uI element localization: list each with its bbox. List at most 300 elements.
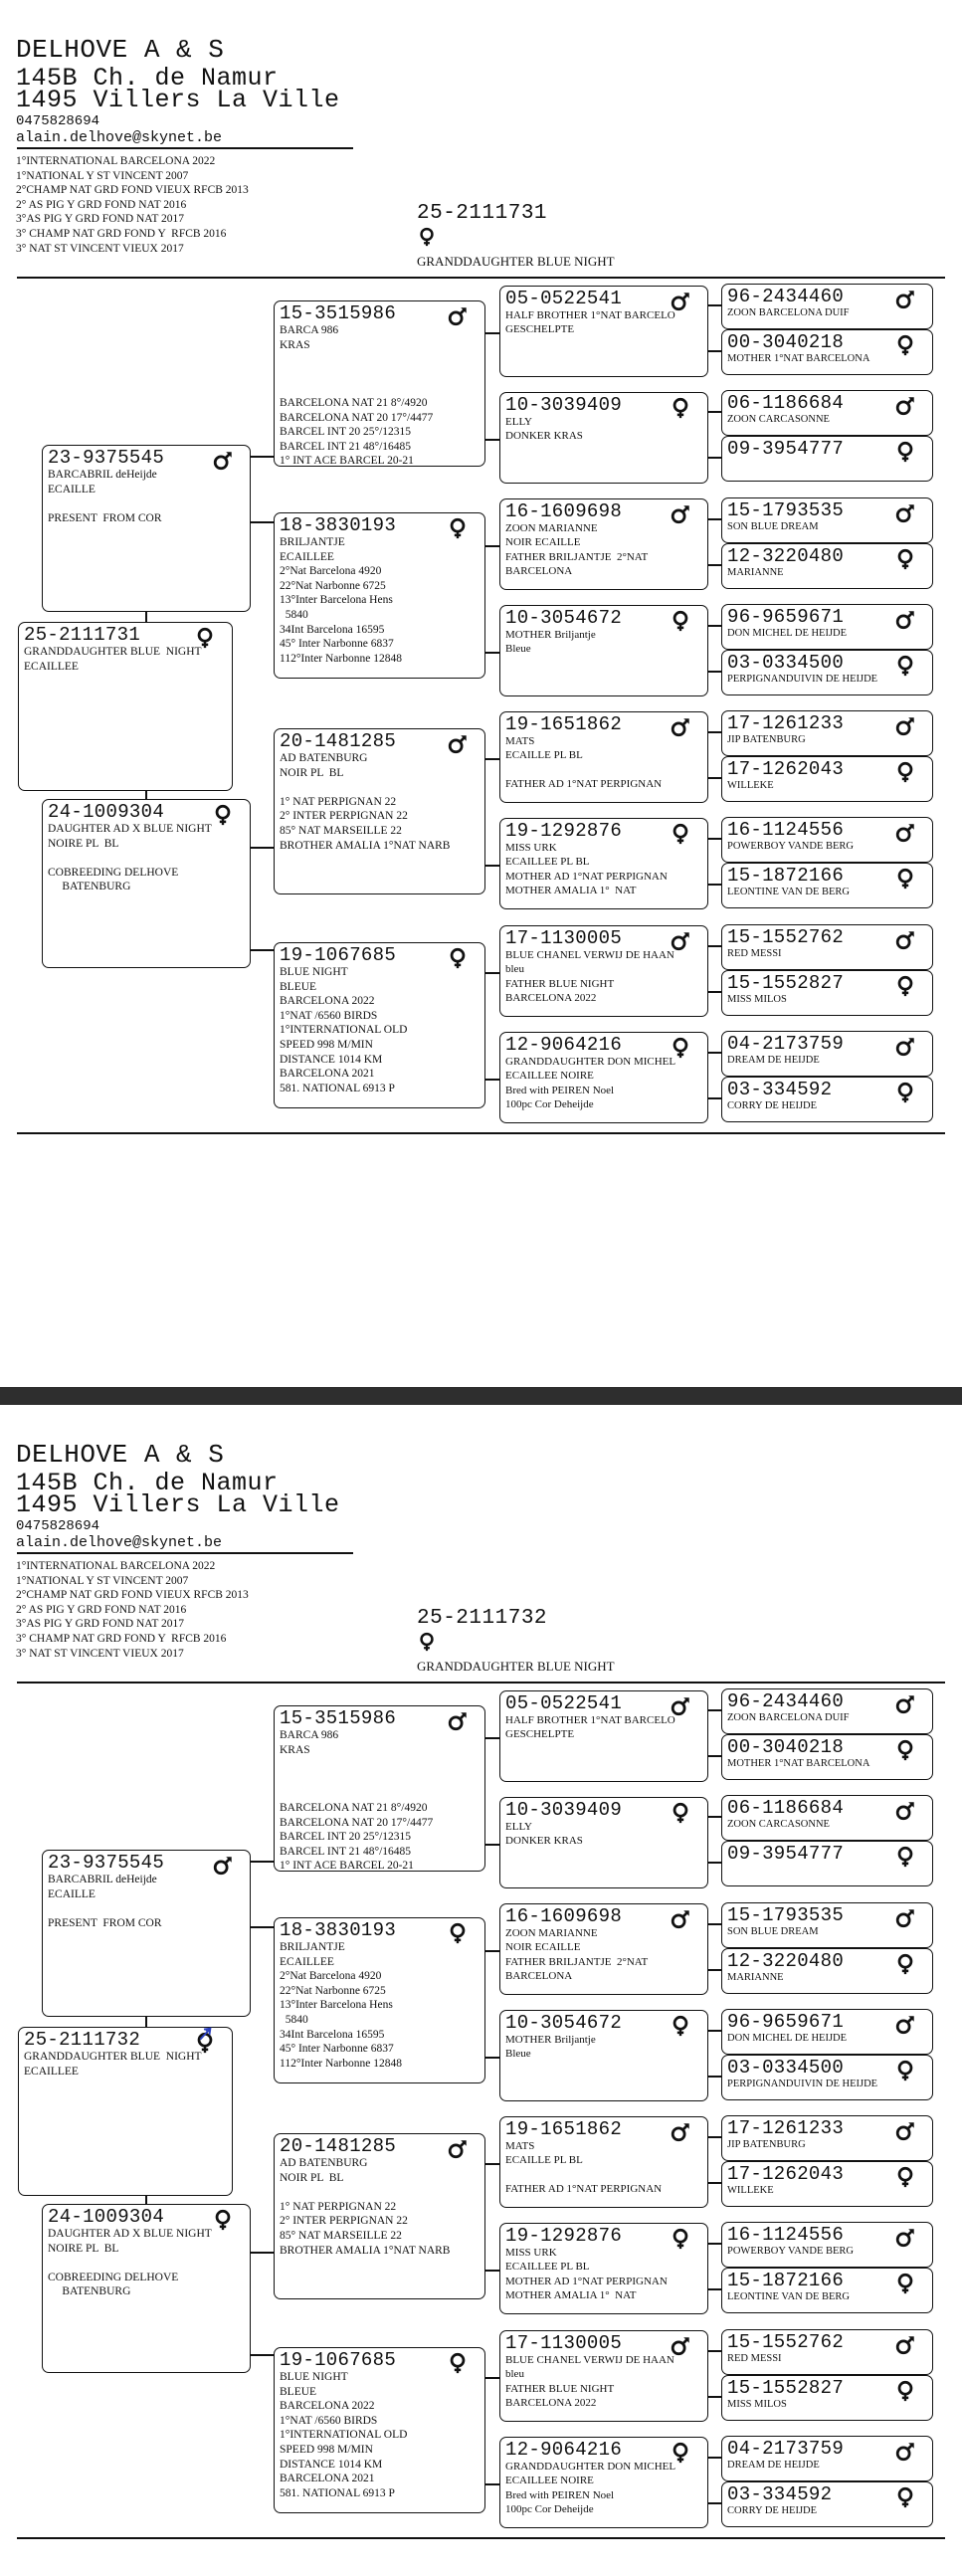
great-great-grandparent-card[interactable] xyxy=(721,1948,933,1994)
ring-number: 15-1552827 xyxy=(727,972,845,994)
bird-detail-line: MOTHER Briljantje xyxy=(505,2034,596,2046)
bird-detail-line: AD BATENBURG xyxy=(280,752,368,764)
subject-ring-number: 25-2111731 xyxy=(417,202,548,225)
connector-line xyxy=(485,1079,499,1081)
bird-detail-line: DISTANCE 1014 KM xyxy=(280,1053,383,1066)
bird-detail-line: 34Int Barcelona 16595 xyxy=(280,623,385,636)
bird-detail-line: BARCEL INT 20 25°/12315 xyxy=(280,1831,412,1844)
grandparent-card[interactable] xyxy=(274,300,485,467)
bird-detail-line: DAUGHTER AD X BLUE NIGHT xyxy=(48,823,212,835)
great-great-grandparent-card[interactable] xyxy=(721,924,933,970)
female-symbol-icon xyxy=(670,397,691,419)
sire-card[interactable] xyxy=(42,445,251,612)
female-symbol-icon xyxy=(894,2486,916,2508)
male-symbol-icon xyxy=(447,2138,469,2160)
female-symbol-icon xyxy=(670,1037,691,1059)
bird-detail-line: Bleue xyxy=(505,643,531,656)
bird-detail-line: 85° NAT MARSEILLE 22 xyxy=(280,2229,402,2242)
grandparent-card[interactable] xyxy=(274,512,485,679)
male-symbol-icon xyxy=(894,2014,916,2036)
bird-detail-line: WILLEKE xyxy=(727,780,774,791)
ring-number: 19-1067685 xyxy=(280,944,397,966)
connector-line xyxy=(708,1923,721,1925)
male-symbol-icon xyxy=(894,1693,916,1715)
bird-detail-line: DONKER KRAS xyxy=(505,430,583,443)
ring-number: 17-1262043 xyxy=(727,2163,845,2185)
bird-detail-line: 22°Nat Narbonne 6725 xyxy=(280,1984,386,1997)
connector-line xyxy=(708,1969,721,1971)
great-great-grandparent-card[interactable] xyxy=(721,284,933,329)
bird-detail-line: GRANDDAUGHTER DON MICHEL xyxy=(505,1056,676,1068)
male-symbol-icon xyxy=(894,395,916,417)
great-great-grandparent-card[interactable] xyxy=(721,1688,933,1734)
great-great-grandparent-card[interactable] xyxy=(721,1795,933,1841)
bird-detail-line: FATHER BLUE NIGHT xyxy=(505,977,615,990)
great-great-grandparent-card[interactable] xyxy=(721,2161,933,2207)
bird-detail-line: MOTHER Briljantje xyxy=(505,629,596,641)
great-great-grandparent-card[interactable] xyxy=(721,2222,933,2268)
bird-detail-line: ELLY xyxy=(505,416,533,428)
grandparent-card[interactable] xyxy=(274,942,485,1108)
bird-detail-line: POWERBOY VANDE BERG xyxy=(727,841,854,852)
great-great-grandparent-card[interactable] xyxy=(721,1902,933,1948)
owner-email[interactable]: alain.delhove@skynet.be xyxy=(16,129,223,146)
bird-detail-line xyxy=(48,851,245,866)
male-symbol-icon xyxy=(894,1036,916,1058)
ring-number: 24-1009304 xyxy=(48,801,165,823)
achievement-item: 3° CHAMP NAT GRD FOND Y RFCB 2016 xyxy=(16,1632,227,1645)
connector-line xyxy=(485,1844,499,1846)
ring-number: 19-1651862 xyxy=(505,713,623,735)
connector-line xyxy=(485,2270,499,2272)
bird-detail-line: ECAILLEE PL BL xyxy=(505,856,590,869)
bird-detail-line: 100pc Cor Deheijde xyxy=(505,2503,594,2516)
section-divider xyxy=(17,1682,945,1684)
male-symbol-icon xyxy=(894,1800,916,1822)
bird-detail-line: NOIR ECAILLE xyxy=(505,536,581,549)
bird-detail-line: ECAILLEE xyxy=(24,660,79,673)
bird-detail-line: BARCELONA xyxy=(505,565,573,578)
great-great-grandparent-card[interactable] xyxy=(721,2329,933,2375)
achievement-item: 3°AS PIG Y GRD FOND NAT 2017 xyxy=(16,213,185,226)
ring-number: 16-1124556 xyxy=(727,819,845,841)
great-great-grandparent-card[interactable] xyxy=(721,1841,933,1886)
connector-line xyxy=(708,625,721,627)
female-symbol-icon xyxy=(894,1739,916,1761)
ring-number: 12-3220480 xyxy=(727,1950,845,1972)
female-symbol-icon xyxy=(894,1953,916,1975)
owner-phone: 0475828694 xyxy=(16,113,100,129)
bird-detail-line: BARCABRIL deHeijde xyxy=(48,1874,157,1885)
male-symbol-icon xyxy=(212,450,234,472)
ring-number: 10-3054672 xyxy=(505,2012,623,2034)
great-great-grandparent-card[interactable] xyxy=(721,756,933,802)
bird-detail-line: BARCELONA 2022 xyxy=(280,2400,375,2413)
owner-street: 145B Ch. de Namur xyxy=(16,64,279,93)
great-great-grandparent-card[interactable] xyxy=(721,817,933,863)
great-grandparent-card[interactable] xyxy=(499,2010,708,2101)
bird-detail-line: JIP BATENBURG xyxy=(727,734,806,745)
male-symbol-icon xyxy=(894,609,916,631)
bird-detail-line: DREAM DE HEIJDE xyxy=(727,1055,820,1066)
connector-line xyxy=(251,1861,274,1863)
connector-line xyxy=(708,2502,721,2504)
bird-detail-line: GRANDDAUGHTER BLUE NIGHT xyxy=(24,646,202,658)
bird-detail-line: MATS xyxy=(505,2140,535,2152)
great-great-grandparent-card[interactable] xyxy=(721,1031,933,1077)
bird-detail-line: FATHER BRILJANTJE 2°NAT xyxy=(505,550,649,563)
ring-number: 15-3515986 xyxy=(280,302,397,324)
female-symbol-icon xyxy=(447,2352,469,2374)
bird-detail-line: BARCA 986 xyxy=(280,1729,339,1741)
great-grandparent-card[interactable] xyxy=(499,2330,708,2422)
bird-detail-line: BARCEL INT 21 48°/16485 xyxy=(280,440,412,453)
great-great-grandparent-card[interactable] xyxy=(721,1077,933,1122)
bird-detail-line: 100pc Cor Deheijde xyxy=(505,1098,594,1111)
great-great-grandparent-card[interactable] xyxy=(721,390,933,436)
male-symbol-icon xyxy=(670,291,691,312)
connector-line xyxy=(708,1709,721,1711)
ring-number: 04-2173759 xyxy=(727,1033,845,1055)
connector-line xyxy=(485,439,499,441)
bird-detail-line: MARIANNE xyxy=(727,1972,784,1983)
bird-detail-line: 1° NAT PERPIGNAN 22 xyxy=(280,2200,397,2213)
bird-detail-line: MOTHER AD 1°NAT PERPIGNAN xyxy=(505,2275,668,2287)
dam-card[interactable] xyxy=(42,799,251,968)
great-great-grandparent-card[interactable] xyxy=(721,2436,933,2481)
bird-detail-line: 45° Inter Narbonne 6837 xyxy=(280,638,394,651)
connector-line xyxy=(708,564,721,566)
great-great-grandparent-card[interactable] xyxy=(721,970,933,1016)
connector-line xyxy=(708,777,721,779)
bird-detail-line: SPEED 998 M/MIN xyxy=(280,1038,373,1051)
great-grandparent-card[interactable] xyxy=(499,2437,708,2528)
bird-detail-line: ECAILLE PL BL xyxy=(505,749,583,762)
great-great-grandparent-card[interactable] xyxy=(721,1734,933,1780)
sire-card[interactable] xyxy=(42,1850,251,2017)
pedigree-page-2 xyxy=(0,1405,962,2576)
male-symbol-icon xyxy=(894,2227,916,2249)
great-great-grandparent-card[interactable] xyxy=(721,710,933,756)
female-symbol-icon xyxy=(894,2166,916,2188)
great-grandparent-card[interactable] xyxy=(499,2223,708,2314)
connector-line xyxy=(485,1737,499,1739)
ring-number: 19-1651862 xyxy=(505,2118,623,2140)
grandparent-card[interactable] xyxy=(274,2347,485,2513)
male-symbol-icon xyxy=(894,2334,916,2356)
section-divider xyxy=(17,1132,945,1134)
bird-detail-line xyxy=(280,2185,480,2200)
ring-number: 20-1481285 xyxy=(280,2135,397,2157)
bird-detail-line: BARCELONA 2022 xyxy=(505,992,597,1005)
connector-line xyxy=(145,2196,147,2204)
bird-detail-line: FATHER AD 1°NAT PERPIGNAN xyxy=(505,2183,663,2196)
bird-detail-line: Bred with PEIREN Noel xyxy=(505,2488,615,2501)
grandparent-card[interactable] xyxy=(274,1705,485,1872)
female-symbol-icon xyxy=(894,975,916,997)
bird-detail-line: GRANDDAUGHTER DON MICHEL xyxy=(505,2461,676,2473)
owner-city: 1495 Villers La Ville xyxy=(16,1490,340,1519)
bird-detail-line: LEONTINE VAN DE BERG xyxy=(727,2291,850,2302)
great-great-grandparent-card[interactable] xyxy=(721,2481,933,2527)
bird-detail-line xyxy=(48,1901,245,1916)
ring-number: 03-334592 xyxy=(727,2483,833,2505)
male-symbol-icon xyxy=(894,502,916,524)
bird-detail-line: SPEED 998 M/MIN xyxy=(280,2443,373,2456)
bird-detail-line: ZOON CARCASONNE xyxy=(727,414,830,425)
connector-line xyxy=(485,1950,499,1952)
great-grandparent-card[interactable] xyxy=(499,286,708,377)
ring-number: 10-3054672 xyxy=(505,607,623,629)
achievement-item: 3° CHAMP NAT GRD FOND Y RFCB 2016 xyxy=(16,227,227,240)
great-great-grandparent-card[interactable] xyxy=(721,863,933,908)
bird-detail-line xyxy=(280,381,480,396)
female-symbol-icon xyxy=(894,441,916,463)
female-symbol-icon xyxy=(194,627,216,649)
male-symbol-icon xyxy=(447,1710,469,1732)
bird-detail-line: 2°Nat Barcelona 4920 xyxy=(280,1970,382,1983)
owner-phone: 0475828694 xyxy=(16,1518,100,1534)
female-symbol-icon xyxy=(894,1846,916,1868)
ring-number: 17-1130005 xyxy=(505,2332,623,2354)
bird-detail-line: JIP BATENBURG xyxy=(727,2139,806,2150)
ring-number: 17-1130005 xyxy=(505,927,623,949)
bird-detail-line: ZOON BARCELONA DUIF xyxy=(727,307,850,318)
bird-detail-line: 13°Inter Barcelona Hens xyxy=(280,594,393,607)
bird-detail-line: KRAS xyxy=(280,1743,310,1756)
section-divider xyxy=(17,277,945,279)
great-great-grandparent-card[interactable] xyxy=(721,497,933,543)
connector-line xyxy=(708,838,721,840)
great-grandparent-card[interactable] xyxy=(499,1903,708,1995)
bird-detail-line: BARCELONA NAT 21 8°/4920 xyxy=(280,1801,428,1814)
bird-detail-line: MATS xyxy=(505,735,535,747)
great-great-grandparent-card[interactable] xyxy=(721,2268,933,2313)
bird-detail-line: Bred with PEIREN Noel xyxy=(505,1084,615,1096)
owner-email[interactable]: alain.delhove@skynet.be xyxy=(16,1534,223,1551)
bird-detail-line: 1°NAT /6560 BIRDS xyxy=(280,1009,378,1022)
connector-line xyxy=(708,2288,721,2290)
ring-number: 04-2173759 xyxy=(727,2438,845,2460)
ring-number: 05-0522541 xyxy=(505,1692,623,1714)
bird-detail-line: ECAILLE xyxy=(48,483,96,495)
ring-number: 15-1872166 xyxy=(727,865,845,887)
bird-detail-line: RED MESSI xyxy=(727,948,782,959)
great-grandparent-card[interactable] xyxy=(499,1797,708,1888)
grandparent-card[interactable] xyxy=(274,728,485,894)
ring-number: 09-3954777 xyxy=(727,438,845,460)
bird-detail-line: ECAILLEE xyxy=(280,1955,334,1968)
bird-detail-line: ECAILLE xyxy=(48,1887,96,1900)
connector-line xyxy=(708,2182,721,2184)
bird-detail-line: DREAM DE HEIJDE xyxy=(727,2460,820,2471)
bird-detail-line: 1° INT ACE BARCEL 20-21 xyxy=(280,455,414,467)
ring-number: 06-1186684 xyxy=(727,392,845,414)
connector-line xyxy=(708,1755,721,1757)
connector-line xyxy=(485,758,499,760)
bird-detail-line: ZOON MARIANNE xyxy=(505,1927,598,1939)
male-symbol-icon xyxy=(894,2120,916,2142)
bird-detail-line: NOIRE PL BL xyxy=(48,837,119,850)
bird-detail-line: BARCABRIL deHeijde xyxy=(48,469,157,481)
subject-card[interactable] xyxy=(18,622,233,791)
connector-line xyxy=(485,972,499,974)
male-symbol-icon xyxy=(212,1855,234,1877)
connector-line xyxy=(485,332,499,334)
ring-number: 06-1186684 xyxy=(727,1797,845,1819)
bird-detail-line: BARCELONA NAT 20 17°/4477 xyxy=(280,411,434,424)
subject-header xyxy=(417,1608,615,1675)
ring-number: 10-3039409 xyxy=(505,394,623,416)
ring-number: 17-1261233 xyxy=(727,712,845,734)
connector-line xyxy=(251,2252,274,2254)
bird-detail-line: BLEUE xyxy=(280,980,317,993)
bird-detail-line xyxy=(48,496,245,511)
bird-detail-line: DON MICHEL DE HEIJDE xyxy=(727,628,848,639)
bird-detail-line xyxy=(505,763,702,777)
grandparent-card[interactable] xyxy=(274,2133,485,2299)
connector-line xyxy=(145,612,147,622)
connector-line xyxy=(485,545,499,547)
ring-number: 15-1793535 xyxy=(727,1904,845,1926)
bird-detail-line: BARCELONA 2021 xyxy=(280,1068,375,1081)
ring-number: 15-1552762 xyxy=(727,926,845,948)
great-grandparent-card[interactable] xyxy=(499,711,708,803)
bird-detail-line: ZOON CARCASONNE xyxy=(727,1819,830,1830)
ring-number: 09-3954777 xyxy=(727,1843,845,1865)
female-symbol-icon xyxy=(670,823,691,845)
bird-detail-line: GRANDDAUGHTER BLUE NIGHT xyxy=(24,2051,202,2063)
bird-detail-line: 1° INT ACE BARCEL 20-21 xyxy=(280,1860,414,1872)
connector-line xyxy=(145,2017,147,2027)
female-symbol-icon xyxy=(670,2228,691,2250)
bird-detail-line: BLUE CHANEL VERWIJ DE HAAN xyxy=(505,2354,674,2366)
female-symbol-icon xyxy=(447,947,469,969)
connector-line xyxy=(145,791,147,799)
great-great-grandparent-card[interactable] xyxy=(721,2009,933,2055)
subject-card[interactable] xyxy=(18,2027,233,2196)
connector-line xyxy=(708,1097,721,1099)
great-great-grandparent-card[interactable] xyxy=(721,436,933,482)
female-symbol-icon xyxy=(894,334,916,356)
connector-line xyxy=(708,1052,721,1054)
bird-detail-line: BARCELONA NAT 21 8°/4920 xyxy=(280,396,428,409)
male-symbol-icon xyxy=(447,733,469,755)
connector-line xyxy=(708,2136,721,2138)
bird-detail-line: 5840 xyxy=(280,2013,308,2026)
bird-detail-line: DISTANCE 1014 KM xyxy=(280,2458,383,2471)
bird-detail-line: BLUE NIGHT xyxy=(280,966,348,978)
bird-detail-line: 5840 xyxy=(280,608,308,621)
ring-number: 16-1124556 xyxy=(727,2224,845,2246)
connector-line xyxy=(708,991,721,993)
male-symbol-icon xyxy=(894,715,916,737)
ring-number: 96-2434460 xyxy=(727,286,845,307)
bird-detail-line: HALF BROTHER 1°NAT BARCELO xyxy=(505,309,675,321)
great-great-grandparent-card[interactable] xyxy=(721,2115,933,2161)
connector-line xyxy=(708,1862,721,1864)
connector-line xyxy=(485,2483,499,2485)
connector-line xyxy=(708,1816,721,1818)
male-symbol-icon xyxy=(670,2335,691,2357)
ring-number: 16-1609698 xyxy=(505,500,623,522)
ring-number: 19-1292876 xyxy=(505,2225,623,2247)
great-great-grandparent-card[interactable] xyxy=(721,604,933,650)
great-grandparent-card[interactable] xyxy=(499,498,708,590)
bird-detail-line: MOTHER AMALIA 1° NAT xyxy=(505,885,637,897)
bird-detail-line: CORRY DE HEIJDE xyxy=(727,2505,818,2516)
connector-line xyxy=(708,350,721,352)
subject-header xyxy=(417,203,615,270)
bird-detail-line: DON MICHEL DE HEIJDE xyxy=(727,2033,848,2044)
great-grandparent-card[interactable] xyxy=(499,925,708,1017)
great-great-grandparent-card[interactable] xyxy=(721,2055,933,2100)
great-grandparent-card[interactable] xyxy=(499,605,708,696)
ring-number: 17-1262043 xyxy=(727,758,845,780)
great-great-grandparent-card[interactable] xyxy=(721,2375,933,2421)
great-great-grandparent-card[interactable] xyxy=(721,650,933,695)
ring-number: 12-9064216 xyxy=(505,2439,623,2461)
bird-detail-line: 34Int Barcelona 16595 xyxy=(280,2028,385,2041)
connector-line xyxy=(708,411,721,413)
dam-card[interactable] xyxy=(42,2204,251,2373)
female-symbol-icon xyxy=(670,2015,691,2037)
male-symbol-icon xyxy=(894,289,916,310)
ring-number: 00-3040218 xyxy=(727,1736,845,1758)
great-grandparent-card[interactable] xyxy=(499,818,708,909)
bird-detail-line xyxy=(280,1757,480,1772)
great-great-grandparent-card[interactable] xyxy=(721,543,933,589)
connector-line xyxy=(251,1926,274,1928)
female-symbol-icon xyxy=(894,655,916,677)
male-symbol-icon xyxy=(894,822,916,844)
bird-detail-line: 1°NAT /6560 BIRDS xyxy=(280,2414,378,2427)
female-symbol-icon xyxy=(212,2209,234,2231)
connector-line xyxy=(708,2457,721,2459)
grandparent-card[interactable] xyxy=(274,1917,485,2083)
bird-detail-line xyxy=(280,352,480,367)
male-symbol-icon xyxy=(670,2121,691,2143)
bird-detail-line xyxy=(48,2256,245,2271)
bird-detail-line: NOIR PL BL xyxy=(280,2171,344,2184)
bird-detail-line: ELLY xyxy=(505,1821,533,1833)
bird-detail-line: FATHER AD 1°NAT PERPIGNAN xyxy=(505,778,663,791)
bird-detail-line: 112°Inter Narbonne 12848 xyxy=(280,652,402,665)
great-grandparent-card[interactable] xyxy=(499,392,708,484)
subject-ring-number: 25-2111732 xyxy=(417,1607,548,1630)
connector-line xyxy=(485,2163,499,2165)
achievement-item: 3°AS PIG Y GRD FOND NAT 2017 xyxy=(16,1618,185,1631)
great-grandparent-card[interactable] xyxy=(499,1032,708,1123)
bird-detail-line: GESCHELPTE xyxy=(505,323,575,336)
bird-detail-line: NOIR PL BL xyxy=(280,766,344,779)
female-symbol-icon xyxy=(894,761,916,783)
great-grandparent-card[interactable] xyxy=(499,1690,708,1782)
great-grandparent-card[interactable] xyxy=(499,2116,708,2208)
female-symbol-icon xyxy=(894,2380,916,2402)
bird-detail-line: BLUE NIGHT xyxy=(280,2371,348,2383)
connector-line xyxy=(485,2377,499,2379)
connector-line xyxy=(708,671,721,673)
bird-detail-line: MOTHER 1°NAT BARCELONA xyxy=(727,353,870,364)
male-symbol-icon xyxy=(670,930,691,952)
bird-detail-line: NOIR ECAILLE xyxy=(505,1941,581,1954)
header-divider xyxy=(17,147,353,149)
connector-line xyxy=(708,2076,721,2078)
connector-line xyxy=(708,884,721,886)
female-symbol-icon xyxy=(447,1922,469,1944)
great-great-grandparent-card[interactable] xyxy=(721,329,933,375)
